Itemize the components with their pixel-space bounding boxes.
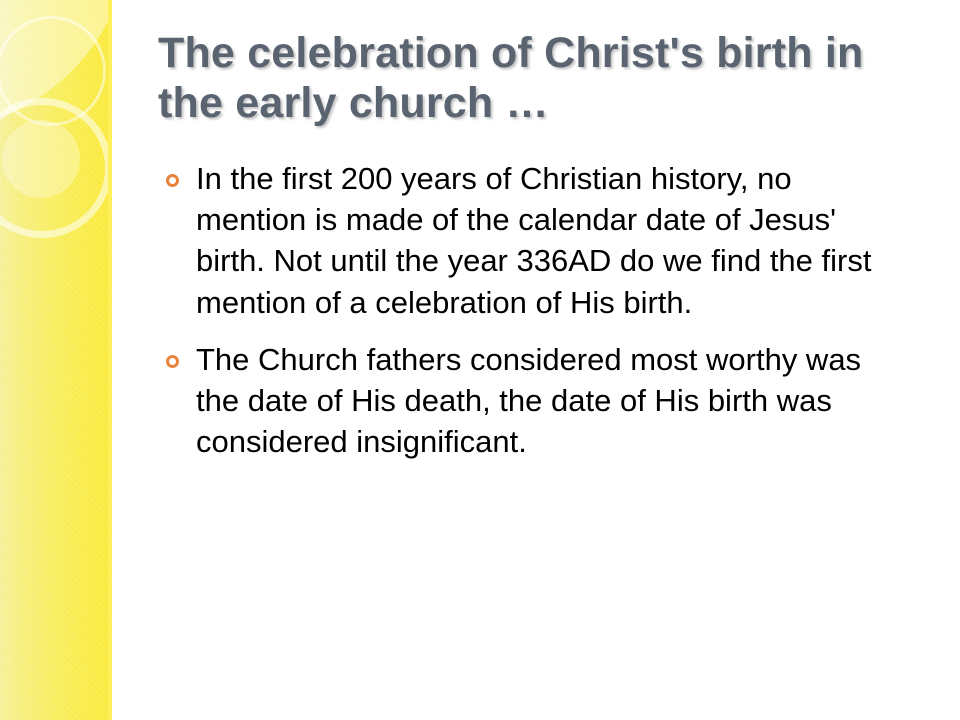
slide-body [166,158,944,479]
decorative-left-band [0,0,112,720]
slide-title: The celebration of Christ's birth in the early church … [158,29,864,128]
bullet-text: The Church fathers considered most worthy was the date of His death, the date of His birth was considered insignificant. [196,341,862,460]
bullet-item [166,339,944,463]
bullet-text: In the first 200 years of Christian history, no mention is made of the calendar date of Jesus' birth. Not until the year 336AD do we find the first mention of a celebration of His birth. [196,161,872,320]
bullet-item [166,158,944,323]
circle-bullet-icon [166,158,196,191]
band-edge-highlight [108,0,112,720]
circle-bullet-icon [166,339,196,372]
